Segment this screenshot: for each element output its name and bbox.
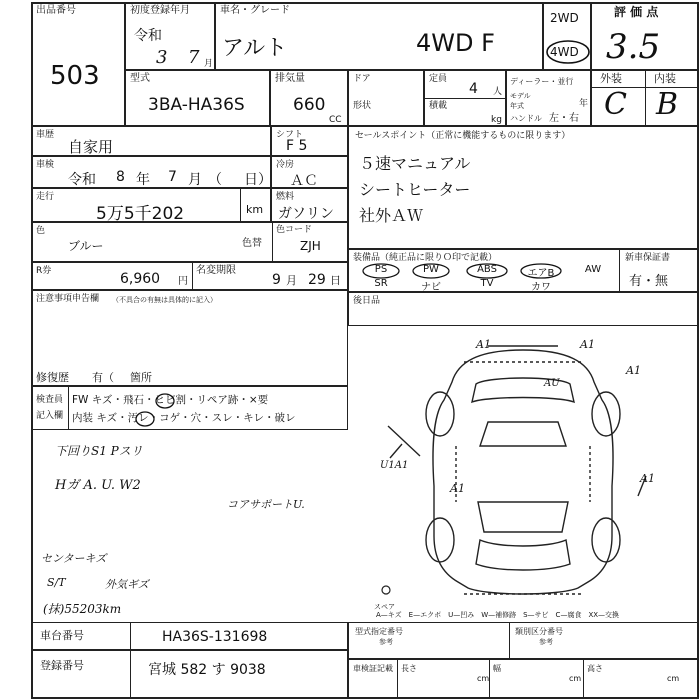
hw-line2: Hガ A. U. W2 [55, 478, 141, 493]
reg-era: 令和 [134, 28, 162, 44]
tax-day: 29 [308, 272, 326, 288]
eq-airbag: エアB [527, 268, 555, 279]
hw-line5: S/T [47, 576, 66, 589]
score-value: 3.5 [606, 27, 661, 67]
reg-month: 7 [188, 47, 200, 68]
interior-grade: B [656, 87, 679, 122]
mileage-label: 走行 [36, 192, 55, 202]
tax-month: 9 [272, 272, 281, 288]
lot-label: 出品番号 [36, 5, 76, 16]
new-car-label: 新車保証書 [625, 253, 671, 263]
notes-label: 注意事項申告欄 [36, 294, 100, 304]
color-row [31, 222, 348, 262]
reg-month-unit: 月 [204, 59, 214, 69]
equipment-label: 装備品（純正品に限りＯ印で記載） [353, 253, 498, 263]
inspect-month: 7 [168, 169, 177, 185]
cap-box [424, 70, 506, 126]
shape-label: 形状 [353, 101, 372, 111]
cert-row [348, 622, 699, 659]
reg-label: 初度登録年月 [130, 5, 190, 16]
recycle-row [31, 262, 348, 290]
recycle-value: 6,960 [120, 271, 161, 287]
inspect-year: 8 [116, 169, 125, 185]
spare-label: スペア [374, 603, 395, 611]
eq-navi: ナビ [421, 282, 441, 293]
eq-abs: ABS [477, 264, 497, 275]
notes-box [31, 290, 348, 386]
drive-4wd-circle [545, 38, 591, 66]
use-value: 自家用 [68, 138, 114, 156]
mileage-row [31, 188, 271, 222]
height-unit: cm [667, 674, 680, 683]
inspector-row2: 内装 キズ・汚レ・コゲ・穴・スレ・キレ・破レ [72, 412, 296, 424]
hw-line4: センターキズ [41, 552, 107, 565]
tax-month-unit: 月 [286, 274, 297, 287]
shift-label: シフト [276, 130, 304, 140]
mark-front-left: A1 [476, 338, 491, 351]
lot-number: 503 [50, 61, 100, 91]
notes-sub: （不具合の有無は具体的に記入） [112, 296, 217, 304]
width-label: 幅 [493, 664, 501, 673]
class-sub: 参考 [539, 638, 553, 646]
shift-value: F 5 [286, 138, 308, 154]
hw-line1: 下回りS1 Pスリ [55, 444, 143, 458]
mark-center: A1 [450, 482, 465, 495]
ac-label: 冷房 [276, 160, 295, 170]
handle-options: 左・右 [549, 113, 579, 124]
ac-value: ＡＣ [290, 173, 318, 189]
car-grade: 4WD F [416, 29, 495, 57]
mark-left-side: U1A1 [380, 460, 409, 471]
damage-legend: A—キズ E—エクボ U—凹み W—補修跡 S—サビ C—腐食 XX—交換 [376, 611, 620, 619]
retrofit-label: 後日品 [353, 296, 381, 306]
drive-box [543, 2, 591, 70]
model-year-unit: 年 [579, 99, 589, 109]
inspector-box [31, 386, 348, 430]
cert-label: 型式指定番号 [355, 627, 403, 636]
fuel-value: ガソリン [278, 206, 334, 222]
hw-line7: (抹)55203km [43, 602, 122, 616]
plate-label: 登録番号 [40, 659, 84, 672]
height-label: 高さ [587, 664, 603, 673]
interior-label: 内装 [654, 72, 676, 85]
eq-tv: TV [480, 278, 494, 289]
repair-value: 有（ [92, 371, 114, 384]
drive-2wd: 2WD [550, 11, 579, 25]
tax-day-unit: 日 [330, 274, 341, 287]
disp-box [270, 70, 348, 126]
color-label: 色 [36, 226, 46, 236]
retrofit-box [348, 292, 699, 326]
cap-unit: 人 [493, 87, 503, 97]
eq-sr: SR [374, 278, 388, 289]
width-unit: cm [569, 674, 582, 683]
repair-unit: 箇所 [130, 371, 152, 384]
dealer-label: ディーラー・並行 [510, 77, 574, 86]
chassis-value: HA36S-131698 [162, 629, 268, 645]
equipment-box [348, 249, 699, 292]
drive-4wd: 4WD [550, 45, 579, 59]
plate-value: 宮城 582 す 9038 [148, 662, 266, 678]
lot-box [31, 2, 125, 126]
car-diagram [348, 326, 699, 622]
inspector-label2: 記入欄 [36, 411, 64, 421]
cert-sub: 参考 [379, 638, 393, 646]
length-unit: cm [477, 674, 490, 683]
score-label: 評 価 点 [614, 5, 659, 19]
load-label: 積載 [429, 101, 448, 111]
eq-leather: カワ [531, 282, 551, 293]
mileage-unit: km [246, 203, 264, 216]
color-change-label: 色替 [242, 238, 262, 249]
use-row [31, 126, 271, 156]
door-box [348, 70, 424, 126]
sales-label: セールスポイント（正常に機能するものに限ります） [355, 131, 571, 141]
class-label: 類別区分番号 [515, 627, 563, 636]
inspector-label1: 検査員 [36, 395, 64, 405]
sales-item-1: ５速マニュアル [359, 154, 471, 173]
chassis-row [31, 622, 348, 650]
tax-label: 名変期限 [196, 265, 236, 276]
handwritten-area [31, 430, 348, 622]
reg-date-box [125, 2, 215, 70]
eq-ps: PS [374, 264, 388, 275]
warranty-value: 有・無 [629, 274, 669, 289]
recycle-label: R券 [36, 266, 52, 276]
door-label: ドア [353, 74, 371, 84]
mark-hood-right: AU [544, 378, 560, 389]
model-box [125, 70, 270, 126]
inspect-month-unit: 月 [188, 172, 202, 188]
exterior-grade: C [604, 87, 627, 122]
color-code: ZJH [300, 239, 321, 253]
inspect-day-unit: 日） [244, 172, 272, 188]
model-value: 3BA-HA36S [148, 95, 245, 115]
model-year-label: モデル 年式 [510, 92, 531, 110]
repair-label: 修復歴 [36, 371, 69, 384]
plate-row [31, 650, 348, 699]
length-label: 長さ [401, 664, 417, 673]
handle-label: ハンドル [510, 114, 542, 123]
exterior-label: 外装 [600, 72, 622, 85]
fuel-row [271, 188, 348, 222]
hw-line6: 外気ギズ [105, 578, 149, 591]
inspector-row1: FW キズ・飛石・ヒビ割・リペア跡・×要 [72, 394, 269, 406]
disp-label: 排気量 [275, 73, 305, 84]
name-label: 車名・グレード [220, 5, 290, 16]
sales-item-3: 社外ＡＷ [359, 206, 424, 225]
shift-row [271, 126, 348, 156]
size-label: 車検証記載 [353, 664, 393, 673]
inspect-row [31, 156, 271, 188]
chassis-label: 車台番号 [40, 629, 84, 642]
mark-fender-right: A1 [626, 364, 641, 377]
car-name-box [215, 2, 543, 70]
dealer-box [506, 70, 591, 126]
yen-unit: 円 [178, 276, 188, 287]
sales-box [348, 126, 699, 249]
mileage-value: 5万5千202 [96, 204, 185, 224]
inspect-year-unit: 年 [136, 172, 150, 188]
color-value: ブルー [68, 239, 104, 253]
ac-row [271, 156, 348, 188]
mark-front-right: A1 [580, 338, 595, 351]
size-row [348, 659, 699, 699]
color-code-label: 色コード [276, 225, 313, 235]
equipment-circles [349, 250, 619, 293]
grade-box [591, 70, 699, 126]
cap-label: 定員 [429, 74, 448, 84]
inspect-day-paren: （ [208, 172, 222, 188]
sales-item-2: シートヒーター [359, 180, 471, 199]
inspect-era: 令和 [68, 172, 96, 188]
inspect-label: 車検 [36, 160, 55, 170]
car-name: アルト [222, 36, 288, 61]
disp-unit: CC [329, 115, 342, 125]
fuel-label: 燃料 [276, 192, 295, 202]
mark-right-side: A1 [640, 472, 655, 485]
disp-value: 660 [293, 95, 326, 115]
inspector-circles [32, 387, 349, 431]
use-label: 車歴 [36, 130, 55, 140]
model-label: 型式 [130, 73, 150, 84]
reg-year: 3 [156, 47, 168, 68]
eq-pw: PW [423, 264, 439, 275]
eq-aw: AW [584, 264, 602, 275]
score-box [591, 2, 699, 70]
load-unit: kg [491, 115, 502, 125]
hw-line3: コアサポートU. [227, 498, 305, 511]
cap-value: 4 [469, 81, 478, 97]
